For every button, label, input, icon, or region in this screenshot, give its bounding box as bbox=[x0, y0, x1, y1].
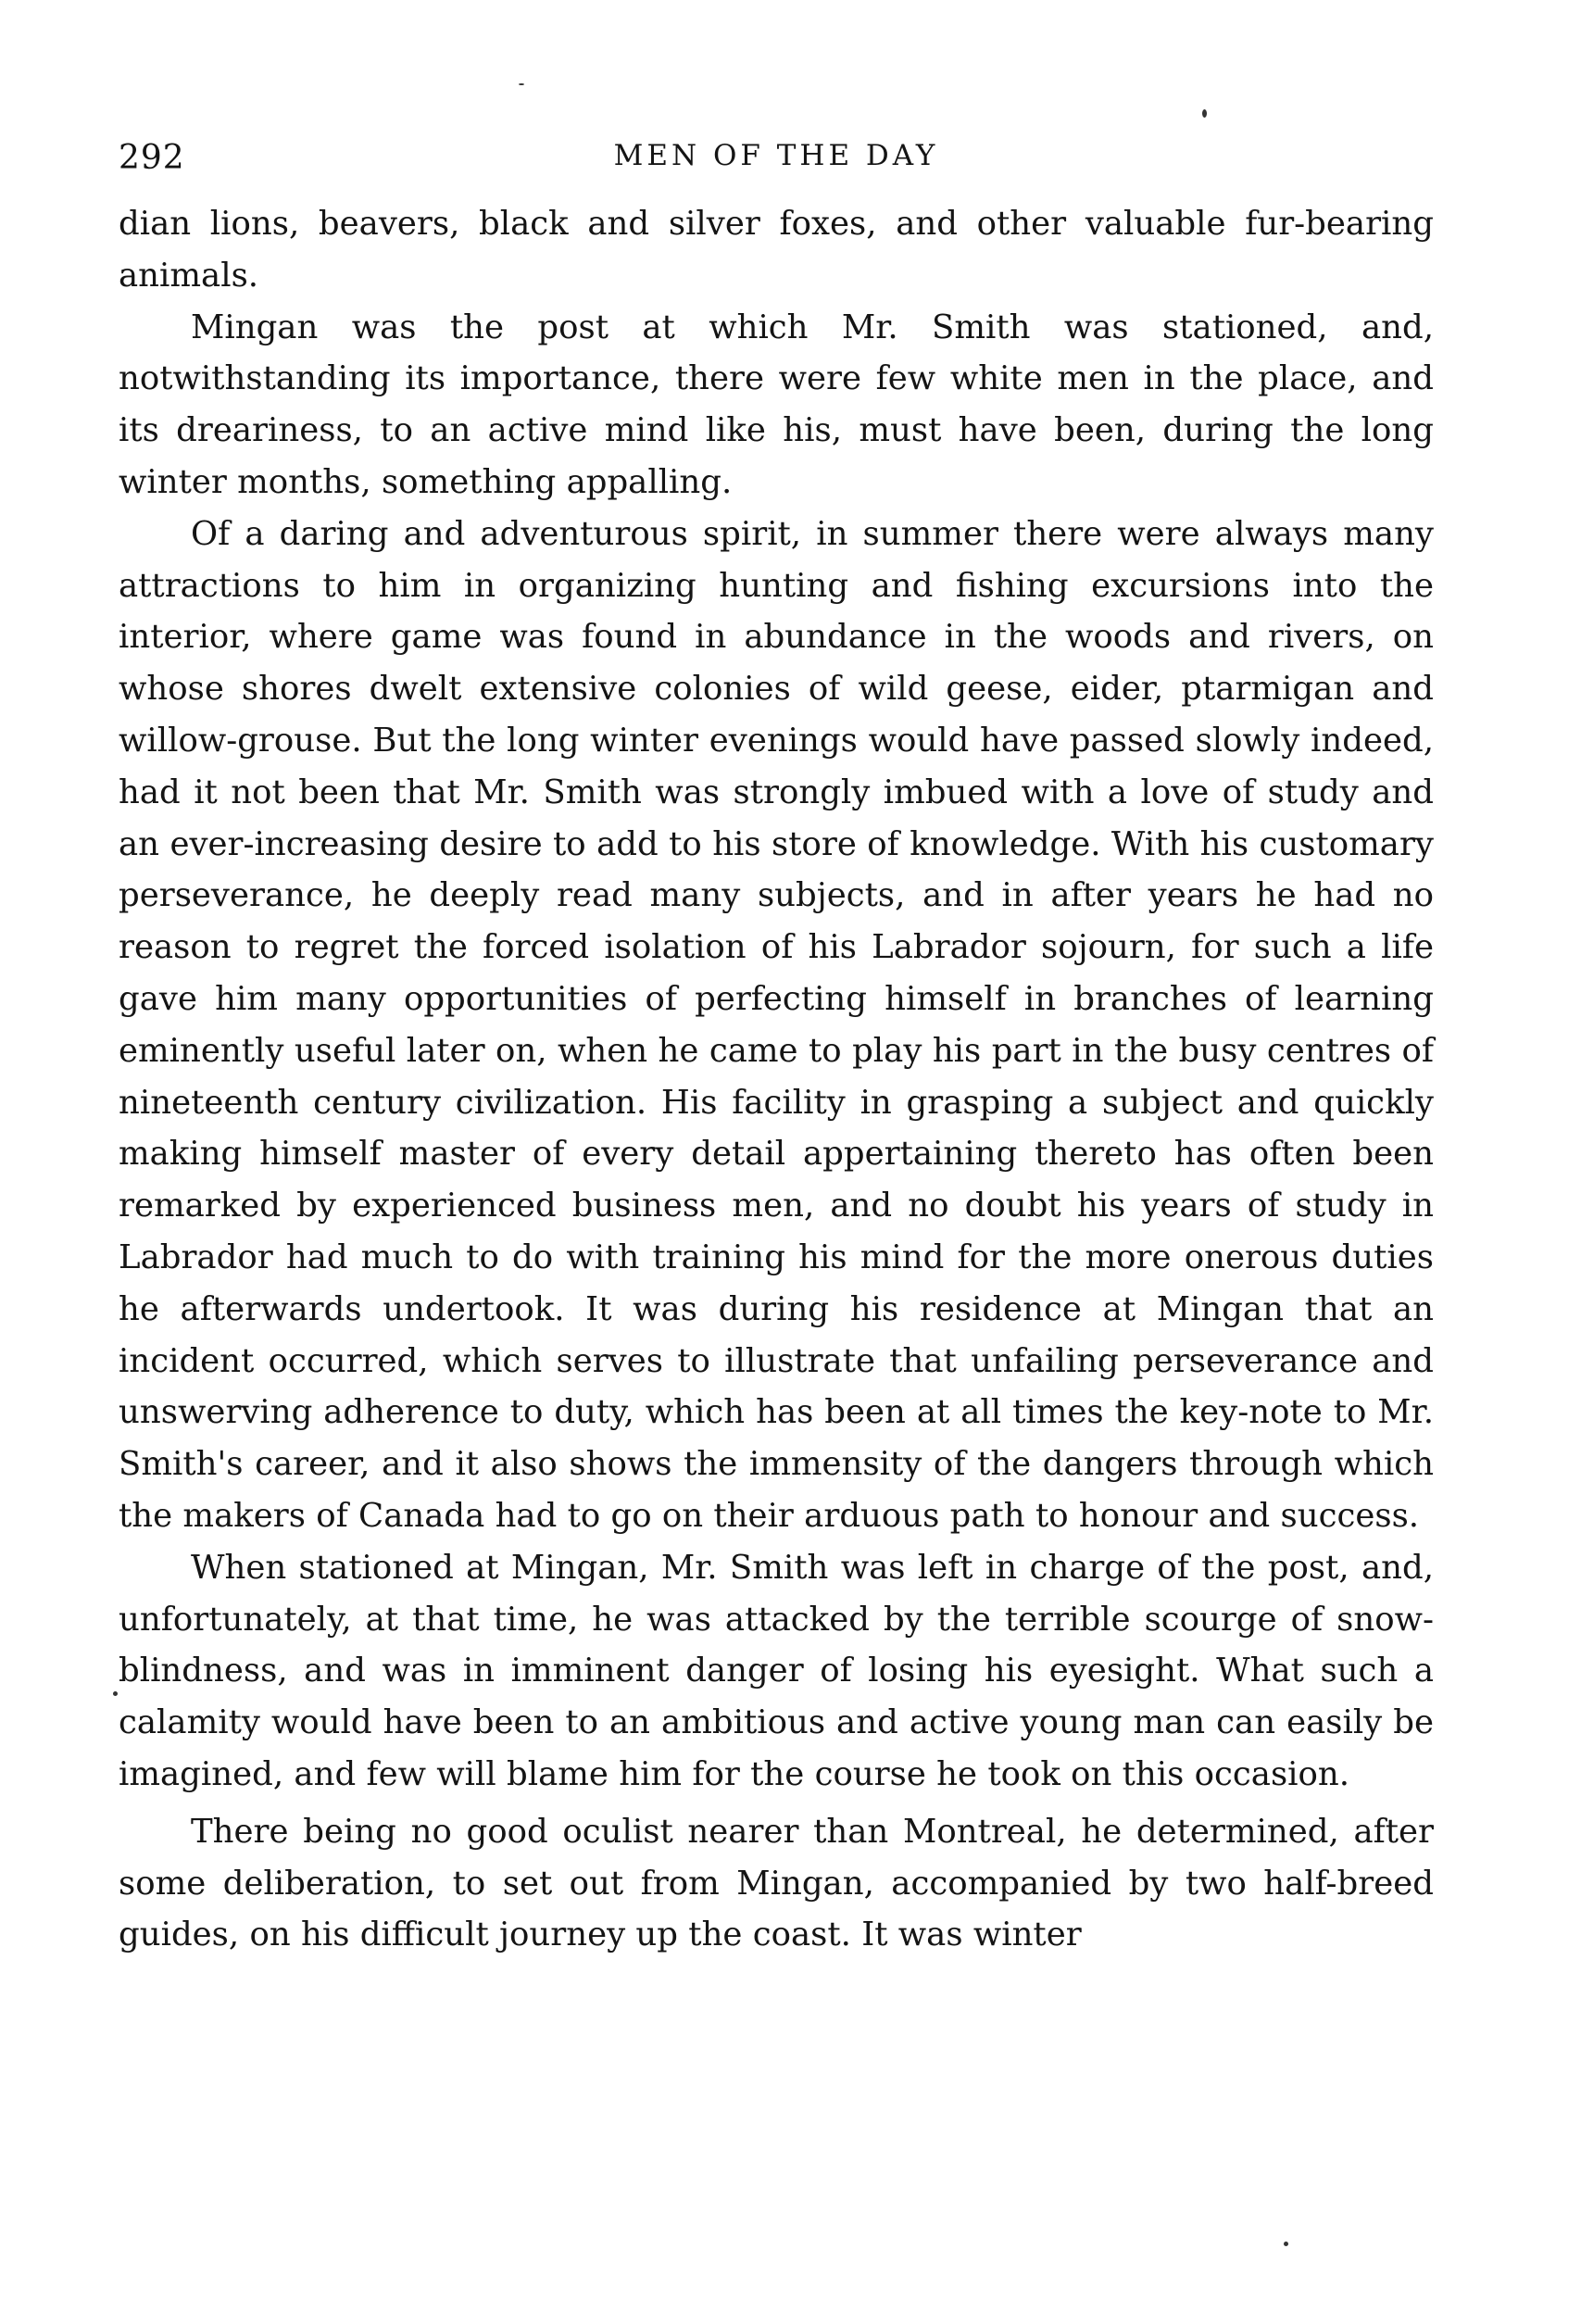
running-title: MEN OF THE DAY bbox=[613, 139, 939, 172]
paragraph-snow-blindness: When stationed at Mingan, Mr. Smith was left in charge of the post, and, unfortunately, at that time, he was attacked by the terrible scourge of snow-blindness, and was in imminent danger of losing his eyesight. What such a calamity would have been to an ambitious and active young man can easily be imagined, and few will blame him for the course he took on this occasion. bbox=[119, 1548, 1434, 1793]
paragraph-continuation: dian lions, beavers, black and silver foxes, and other valuable fur-bearing animals. bbox=[119, 205, 1434, 295]
scan-speck bbox=[519, 83, 524, 85]
paragraph-daring-spirit: Of a daring and adventurous spirit, in summer there were always many attractions to him in organizing hunting and fishing excursions into the interior, where game was found in abundance in the woods and rivers, on whose shores dwelt extensive colonies of wild geese, eider, ptarmigan and willow-grouse. But the long winter evenings would have passed slowly indeed, had it not been that Mr. Smith was strongly imbued with a love of study and an ever-increasing desire to add to his store of knowledge. With his customary perseverance, he deeply read many subjects, and in after years he had no reason to regret the forced isolation of his Labrador sojourn, for such a life gave him many opportunities of perfecting himself in branches of learning eminently useful later on, when he came to play his part in the busy centres of nineteenth century civilization. His facility in grasping a subject and quickly making himself master of every detail appertaining thereto has often been remarked by experienced business men, and no doubt his years of study in Labrador had much to do with training his mind for the more onerous duties he afterwards undertook. It was during his residence at Mingan that an incident occurred, which serves to illustrate that unfailing perseverance and unswerving adherence to duty, which has been at all times the key-note to Mr. Smith's career, and it also shows the immensity of the dangers through which the makers of Canada had to go on their arduous path to honour and success. bbox=[119, 514, 1434, 1535]
page-number: 292 bbox=[119, 139, 185, 177]
page-header bbox=[119, 139, 1434, 185]
paragraph-mingan-post: Mingan was the post at which Mr. Smith was stationed, and, notwithstanding its importance, there were few white men in the place, and its dreariness, to an active mind like his, must have been, during the long winter months, something appalling. bbox=[119, 308, 1434, 501]
scan-speck bbox=[113, 1691, 118, 1696]
paragraph-oculist-journey: There being no good oculist nearer than Montreal, he determined, after some deliberation, to set out from Mingan, accompanied by two half-breed guides, on his difficult journey up the coast. It was winter bbox=[119, 1812, 1434, 1954]
body-text bbox=[119, 198, 1434, 1961]
scan-speck bbox=[1202, 109, 1207, 118]
scan-speck bbox=[1284, 2242, 1288, 2246]
